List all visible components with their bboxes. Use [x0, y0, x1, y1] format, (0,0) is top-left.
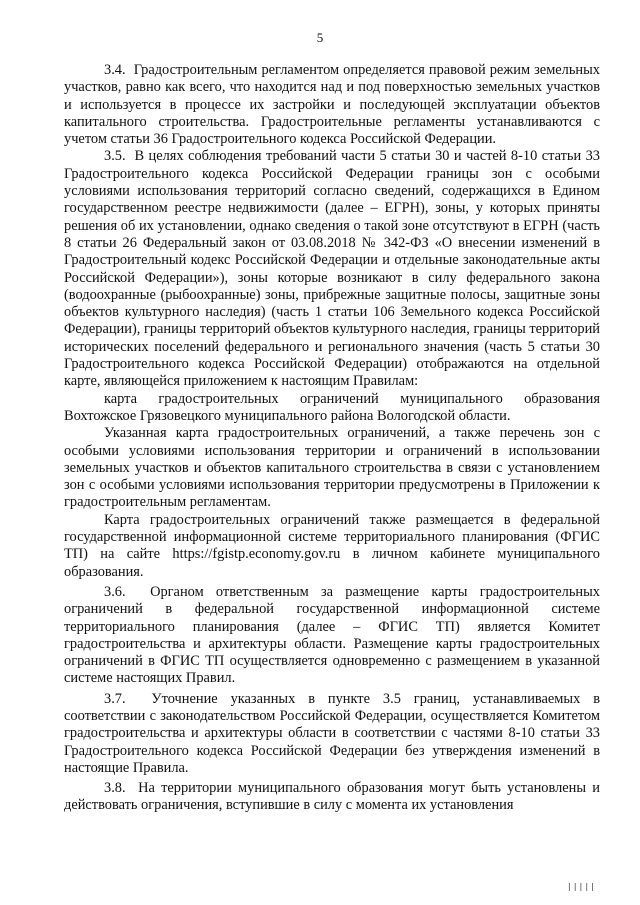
paragraph-3-7: 3.7. Уточнение указанных в пункте 3.5 границ, устанавливаемых в соответствии с законодательством Российской Федерации, осуществляется Комитетом градостроительства и архитектуры области в соответствии с частями 8-10 статьи 33 Градостроительного кодекса Российской Федерации без утверждения изменений в настоящие Правила. [64, 690, 600, 776]
paragraph-map-publication: Карта градостроительных ограничений также размещается в федеральной государственной информационной системе территориального планирования (ФГИС ТП) на сайте https://fgistp.economy.gov.ru в личном кабинете муниципального образования. [64, 511, 600, 580]
document-body [64, 62, 600, 815]
paragraph-3-6: 3.6. Органом ответственным за размещение карты градостроительных ограничений в федеральной государственной информационной системе территориального планирования (далее – ФГИС ТП) является Комитет градостроительства и архитектуры области. Размещение карты градостроительных ограничений в ФГИС ТП осуществляется одновременно с размещением в указанной системе настоящих Правил. [64, 583, 600, 687]
paragraph-3-5: 3.5. В целях соблюдения требований части 5 статьи 30 и частей 8-10 статьи 33 Градостроительного кодекса Российской Федерации границы зон с особыми условиями использования территорий согласно сведений, содержащихся в Едином государственном реестре недвижимости (далее – ЕГРН), зоны, у которых приняты решения об их установлении, однако сведения о такой зоне отсутствуют в ЕГРН (часть 8 статьи 26 Федеральный закон от 03.08.2018 № 342-ФЗ «О внесении изменений в Градостроительный кодекс Российской Федерации и отдельные законодательные акты Российской Федерации»), зоны которые возникают в силу федерального закона (водоохранные (рыбоохранные) зоны, прибрежные защитные полосы, защитные зоны объектов культурного наследия) (часть 1 статьи 106 Земельного кодекса Российской Федерации), границы территорий объектов культурного наследия, границы территорий исторических поселений федерального и регионального значения (часть 5 статьи 30 Градостроительного кодекса Российской Федерации) отображаются на отдельной карте, являющейся приложением к настоящим Правилам: [64, 148, 601, 390]
paragraph-map-description: Указанная карта градостроительных ограничений, а также перечень зон с особыми условиями использования территории и ограничений в использовании земельных участков и объектов капитального строительства в связи с установлением зон с особыми условиями использования территории предусмотрены в Приложении к градостроительным регламентам. [64, 425, 600, 511]
page-number: 5 [316, 30, 324, 45]
paragraph-3-8: 3.8. На территории муниципального образования могут быть установлены и действовать ограничения, вступившие в силу с момента их установления [64, 780, 600, 814]
scan-mark: ||||| [566, 882, 596, 891]
paragraph-3-4: 3.4. Градостроительным регламентом определяется правовой режим земельных участков, равно как всего, что находится над и под поверхностью земельных участков и используется в процессе их застройки и последующей эксплуатации объектов капитального строительства. Градостроительные регламенты устанавливаются с учетом статьи 36 Градостроительного кодекса Российской Федерации. [64, 62, 600, 148]
paragraph-map-item: карта градостроительных ограничений муниципального образования Вохтожское Грязовецкого муниципального района Вологодской области. [64, 390, 600, 424]
